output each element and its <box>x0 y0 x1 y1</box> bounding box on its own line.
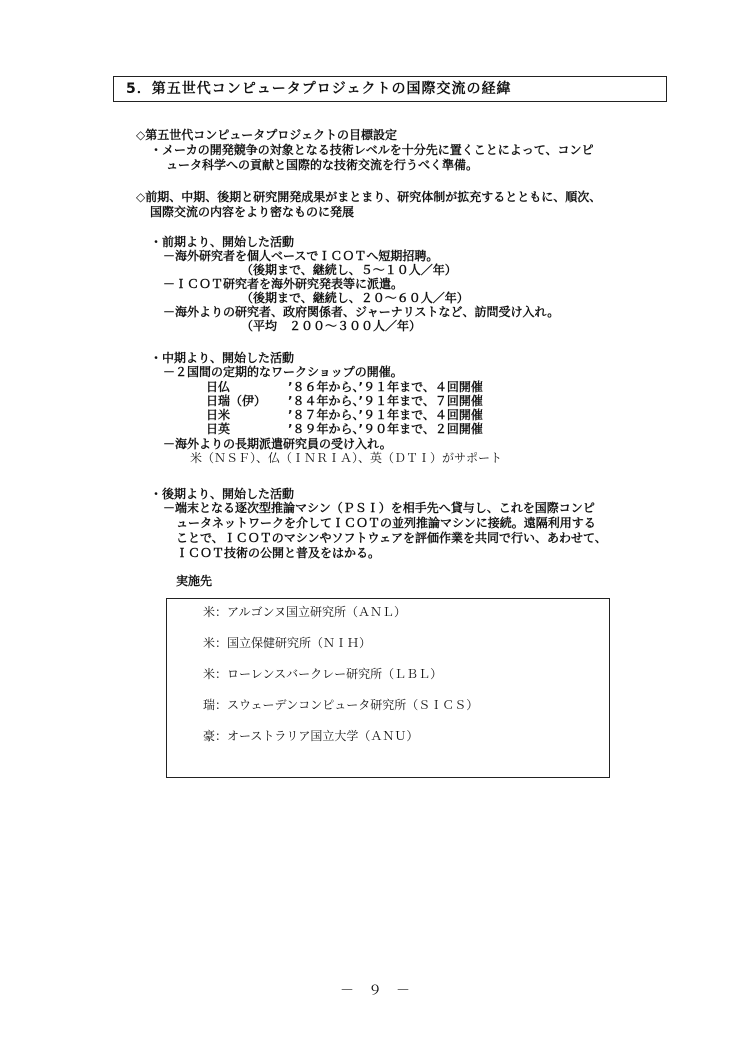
late-line-1: －端末となる逐次型推論マシン（ＰＳＩ）を相手先へ貸与し、これを国際コンピ <box>163 501 595 515</box>
goal-heading: ◇第五世代コンピュータプロジェクトの目標設定 <box>136 128 397 142</box>
partners-box <box>166 598 610 778</box>
long-term-researchers: －海外よりの長期派遣研究員の受け入れ。 <box>163 437 392 451</box>
early-heading: ・前期より、開始した活動 <box>150 235 295 249</box>
partner-item: 豪：オーストラリア国立大学（ＡＮＵ） <box>203 729 419 743</box>
goal-bullet-line-1: ・メーカの開発競争の対象となる技術レベルを十分先に置くことによって、コンピ <box>150 143 594 157</box>
late-line-4: ＩＣＯＴ技術の公開と普及をはかる。 <box>176 546 381 560</box>
workshop-period: ’８６年から、’９１年まで、４回開催 <box>288 380 483 394</box>
workshop-period: ’８７年から、’９１年まで、４回開催 <box>288 408 483 422</box>
workshop-pair: 日仏 <box>206 380 231 394</box>
development-heading-line-1: ◇前期、中期、後期と研究開発成果がまとまり、研究体制が拡充するとともに、順次、 <box>136 190 602 204</box>
early-line-3: －ＩＣＯＴ研究者を海外研究発表等に派遣。 <box>163 277 404 291</box>
early-line-2: （後期まで、継続し、５～１０人／年） <box>241 263 457 277</box>
early-line-5: －海外よりの研究者、政府関係者、ジャーナリストなど、訪問受け入れ。 <box>163 305 560 319</box>
workshop-pair: 日英 <box>206 422 231 436</box>
partner-item: 米：ローレンスバークレー研究所（ＬＢＬ） <box>203 667 443 681</box>
support-organizations: 米（ＮＳＦ）、仏（ＩＮＲＩＡ）、英（ＤＴＩ）がサポート <box>190 451 503 465</box>
early-line-6: （平均 ２００～３００人／年） <box>241 319 422 333</box>
workshop-pair: 日米 <box>206 408 231 422</box>
partner-item: 瑞：スウェーデンコンピュータ研究所（ＳＩＣＳ） <box>203 698 479 712</box>
workshop-period: ’８９年から、’９０年まで、２回開催 <box>288 422 483 436</box>
workshop-pair: 日瑞（伊） <box>206 394 267 408</box>
section-title: 5．第五世代コンピュータプロジェクトの国際交流の経緯 <box>113 76 667 102</box>
workshop-period: ’８４年から、’９１年まで、７回開催 <box>288 394 483 408</box>
partners-label: 実施先 <box>176 574 213 588</box>
page-number: － ９ － <box>340 983 410 999</box>
development-heading-line-2: 国際交流の内容をより密なものに発展 <box>150 205 355 219</box>
middle-heading: ・中期より、開始した活動 <box>150 351 295 365</box>
early-line-1: －海外研究者を個人ベースでＩＣＯＴへ短期招聘。 <box>163 249 439 263</box>
goal-bullet-line-2: ュータ科学への貢献と国際的な技術交流を行うべく準備。 <box>166 158 479 172</box>
late-heading: ・後期より、開始した活動 <box>150 487 295 501</box>
early-line-4: （後期まで、継続し、２０～６０人／年） <box>241 291 469 305</box>
partner-item: 米：アルゴンヌ国立研究所（ＡＮＬ） <box>203 605 407 619</box>
late-line-3: ことで、ＩＣＯＴのマシンやソフトウェアを評価作業を共同で行い、あわせて、 <box>176 531 607 545</box>
workshop-heading: －２国間の定期的なワークショップの開催。 <box>163 365 403 379</box>
late-line-2: ュータネットワークを介してＩＣＯＴの並列推論マシンに接続。遠隔利用する <box>176 516 596 530</box>
partner-item: 米：国立保健研究所（ＮＩＨ） <box>203 636 372 650</box>
